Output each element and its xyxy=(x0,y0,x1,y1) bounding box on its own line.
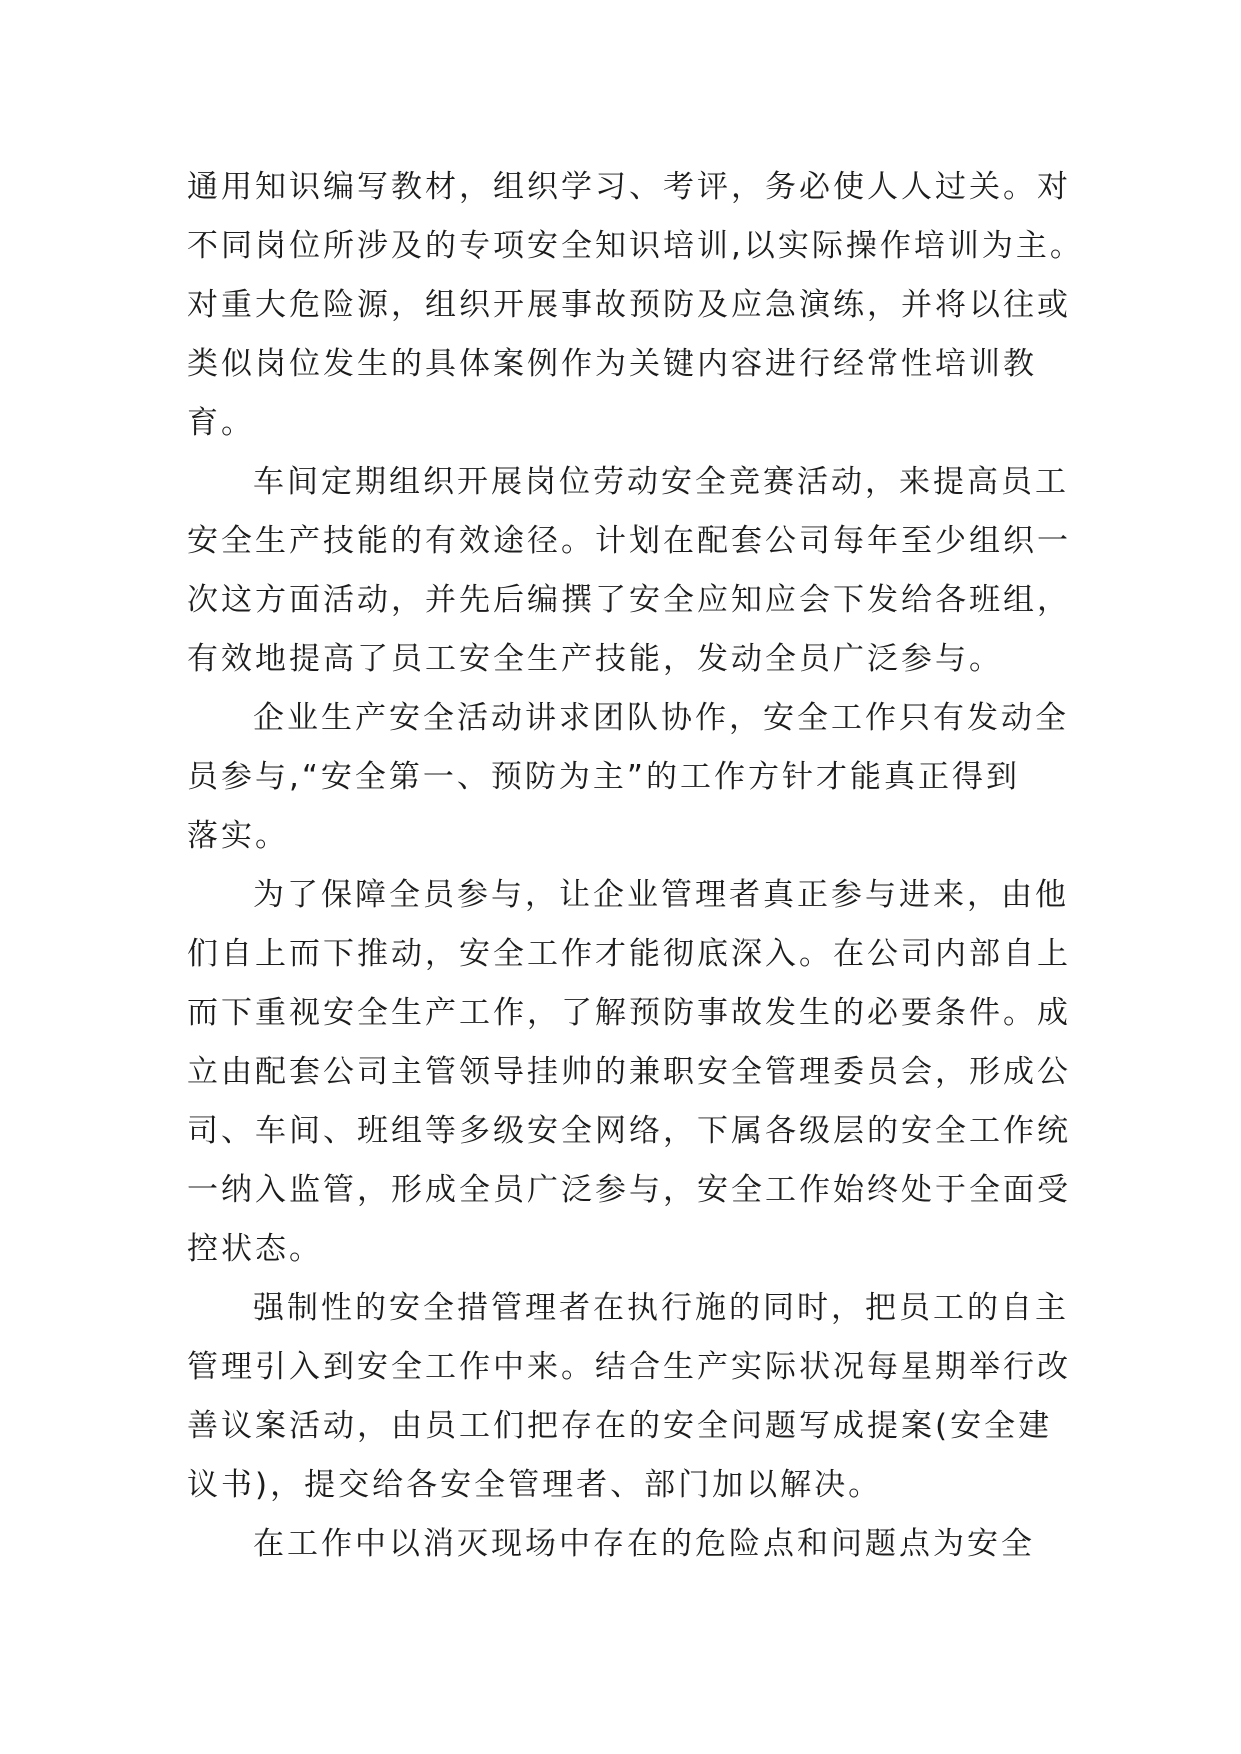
text-line: 有效地提高了员工安全生产技能，发动全员广泛参与。 xyxy=(187,641,1003,677)
text-line: 管理引入到安全工作中来。结合生产实际状况每星期举行改 xyxy=(187,1349,1071,1385)
text-line: 善议案活动，由员工们把存在的安全问题写成提案(安全建 xyxy=(187,1408,1053,1444)
text-line: 对重大危险源，组织开展事故预防及应急演练，并将以往或 xyxy=(187,287,1071,323)
text-line: 们自上而下推动，安全工作才能彻底深入。在公司内部自上 xyxy=(187,936,1071,972)
text-line: 不同岗位所涉及的专项安全知识培训,以实际操作培训为主。 xyxy=(187,228,1084,264)
document-body xyxy=(187,158,1084,1574)
text-line: 车间定期组织开展岗位劳动安全竞赛活动，来提高员工 xyxy=(253,464,1069,500)
text-line: 安全生产技能的有效途径。计划在配套公司每年至少组织一 xyxy=(187,523,1071,559)
text-line: 次这方面活动，并先后编撰了安全应知应会下发给各班组， xyxy=(187,582,1071,618)
text-line: 落实。 xyxy=(187,818,289,854)
text-line: 通用知识编写教材，组织学习、考评，务必使人人过关。对 xyxy=(187,169,1071,205)
text-line: 为了保障全员参与，让企业管理者真正参与进来，由他 xyxy=(253,877,1069,913)
text-line: 立由配套公司主管领导挂帅的兼职安全管理委员会，形成公 xyxy=(187,1054,1071,1090)
text-line: 控状态。 xyxy=(187,1231,323,1267)
text-line: 司、车间、班组等多级安全网络，下属各级层的安全工作统 xyxy=(187,1113,1071,1149)
text-line: 育。 xyxy=(187,405,255,441)
text-line: 员参与,“安全第一、预防为主”的工作方针才能真正得到 xyxy=(187,759,1020,795)
text-line: 类似岗位发生的具体案例作为关键内容进行经常性培训教 xyxy=(187,346,1037,382)
text-line: 一纳入监管，形成全员广泛参与，安全工作始终处于全面受 xyxy=(187,1172,1071,1208)
text-line: 企业生产安全活动讲求团队协作，安全工作只有发动全 xyxy=(253,700,1069,736)
text-line: 而下重视安全生产工作，了解预防事故发生的必要条件。成 xyxy=(187,995,1071,1031)
text-line: 在工作中以消灭现场中存在的危险点和问题点为安全 xyxy=(253,1526,1035,1562)
text-line: 强制性的安全措管理者在执行施的同时，把员工的自主 xyxy=(253,1290,1069,1326)
text-line: 议书)，提交给各安全管理者、部门加以解决。 xyxy=(187,1467,883,1503)
